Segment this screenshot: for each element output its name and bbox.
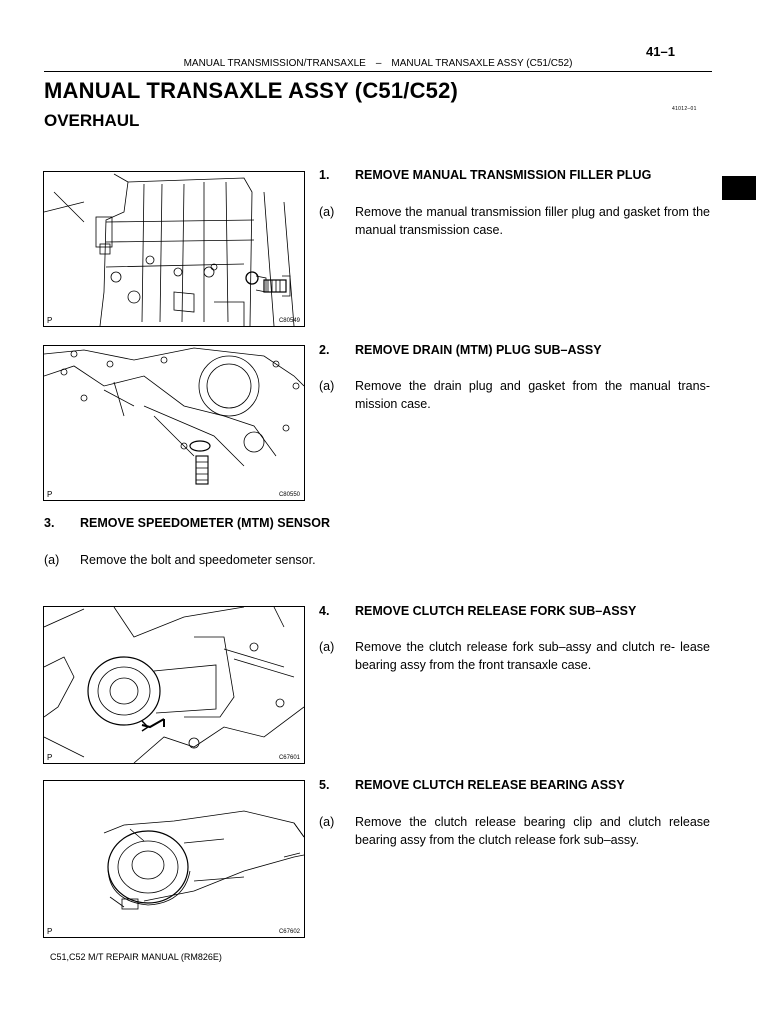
step-1-substep bbox=[319, 203, 710, 243]
running-header-separator: – bbox=[375, 58, 382, 69]
substep-text: Remove the clutch release bearing clip and clutch release bearing assy from the clutch release fork sub–assy. bbox=[355, 815, 710, 847]
figure-drain-plug bbox=[43, 345, 305, 501]
step-title: REMOVE CLUTCH RELEASE FORK SUB–ASSY bbox=[355, 604, 637, 618]
page-number: 41–1 bbox=[646, 44, 675, 59]
step-number: 5. bbox=[319, 778, 330, 792]
step-title: REMOVE SPEEDOMETER (MTM) SENSOR bbox=[80, 516, 331, 530]
section-tab-marker bbox=[722, 176, 756, 200]
running-header bbox=[44, 58, 712, 72]
figure-p-label: P bbox=[47, 490, 53, 499]
substep-text: Remove the bolt and speedometer sensor. bbox=[80, 553, 316, 567]
figure-code: C80550 bbox=[278, 492, 300, 498]
step-number: 4. bbox=[319, 604, 330, 618]
step-title: REMOVE CLUTCH RELEASE BEARING ASSY bbox=[355, 778, 625, 792]
filler-plug-illustration bbox=[44, 172, 304, 326]
substep-letter: (a) bbox=[319, 379, 335, 393]
step-2-substep bbox=[319, 377, 710, 417]
figure-code: C67601 bbox=[278, 755, 300, 761]
figure-release-fork bbox=[43, 606, 305, 764]
release-fork-illustration bbox=[44, 607, 304, 763]
document-code: 41012–01 bbox=[672, 106, 697, 112]
release-bearing-illustration bbox=[44, 781, 304, 937]
step-5-heading bbox=[319, 778, 625, 792]
substep-text: Remove the clutch release fork sub–assy and clutch re- lease bearing assy from the front transaxle case. bbox=[355, 640, 710, 672]
step-2-heading bbox=[319, 343, 602, 357]
figure-p-label: P bbox=[47, 927, 53, 936]
step-number: 2. bbox=[319, 343, 330, 357]
step-3-heading bbox=[44, 516, 330, 530]
substep-letter: (a) bbox=[319, 815, 335, 829]
step-title: REMOVE DRAIN (MTM) PLUG SUB–ASSY bbox=[355, 343, 602, 357]
figure-code: C67602 bbox=[278, 929, 300, 935]
figure-p-label: P bbox=[47, 753, 53, 762]
figure-code: C80549 bbox=[278, 318, 300, 324]
substep-letter: (a) bbox=[319, 205, 335, 219]
substep-text: Remove the drain plug and gasket from the manual trans- mission case. bbox=[355, 379, 710, 411]
figure-filler-plug bbox=[43, 171, 305, 327]
step-title: REMOVE MANUAL TRANSMISSION FILLER PLUG bbox=[355, 168, 652, 182]
step-number: 1. bbox=[319, 168, 330, 182]
substep-text: Remove the manual transmission filler plug and gasket from the manual transmission case. bbox=[355, 205, 710, 237]
page-footer: C51,C52 M/T REPAIR MANUAL (RM826E) bbox=[50, 952, 222, 962]
step-1-heading bbox=[319, 168, 651, 182]
step-4-substep bbox=[319, 638, 710, 678]
substep-letter: (a) bbox=[44, 553, 60, 567]
step-5-substep bbox=[319, 813, 710, 853]
figure-p-label: P bbox=[47, 316, 53, 325]
step-number: 3. bbox=[44, 516, 55, 530]
step-4-heading bbox=[319, 604, 636, 618]
substep-letter: (a) bbox=[319, 640, 335, 654]
figure-release-bearing bbox=[43, 780, 305, 938]
running-header-left: MANUAL TRANSMISSION/TRANSAXLE bbox=[183, 58, 366, 69]
drain-plug-illustration bbox=[44, 346, 304, 500]
page-subtitle: OVERHAUL bbox=[44, 111, 140, 130]
step-3-substep bbox=[44, 551, 710, 571]
page-title: MANUAL TRANSAXLE ASSY (C51/C52) bbox=[44, 78, 459, 103]
running-header-right: MANUAL TRANSAXLE ASSY (C51/C52) bbox=[391, 58, 573, 69]
